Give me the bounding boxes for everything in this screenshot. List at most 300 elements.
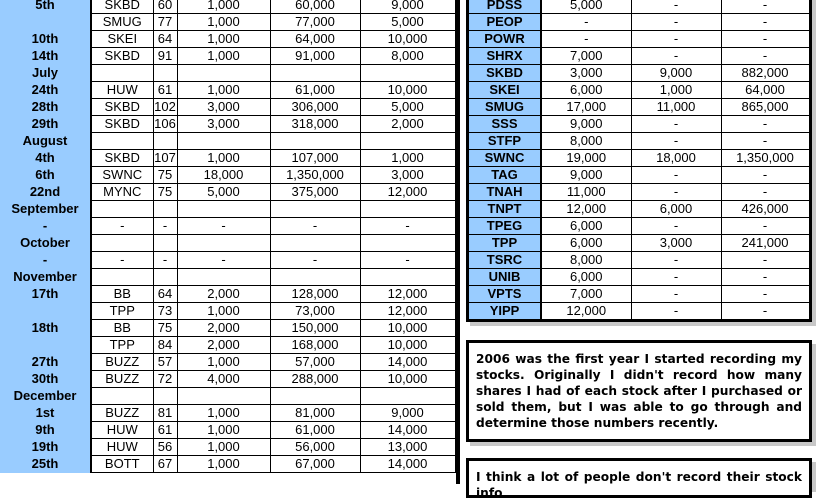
- price-cell: 73: [153, 303, 177, 320]
- price-cell: 75: [153, 184, 177, 201]
- value-c-cell: 1,350,000: [721, 150, 809, 167]
- table-row: [0, 354, 455, 371]
- total-cell: 73,000: [270, 303, 360, 320]
- total-cell: 60,000: [270, 0, 360, 14]
- value-b-cell: -: [631, 0, 721, 14]
- value-c-cell: -: [721, 133, 809, 150]
- price-cell: 75: [153, 167, 177, 184]
- month-row: [0, 269, 455, 286]
- target-cell: [360, 269, 455, 286]
- symbol-cell: STFP: [469, 133, 541, 150]
- total-cell: 61,000: [270, 82, 360, 99]
- table-row: [0, 371, 455, 388]
- value-b-cell: -: [631, 14, 721, 31]
- date-cell: 1st: [0, 405, 91, 422]
- total-cell: -: [270, 218, 360, 235]
- value-b-cell: 3,000: [631, 235, 721, 252]
- target-cell: 10,000: [360, 371, 455, 388]
- table-row: [0, 0, 455, 14]
- value-b-cell: 18,000: [631, 150, 721, 167]
- price-cell: 75: [153, 320, 177, 337]
- shares-cell: 3,000: [177, 99, 270, 116]
- total-cell: 128,000: [270, 286, 360, 303]
- holdings-panel: [466, 0, 812, 322]
- stock-cell: [91, 65, 153, 82]
- stock-cell: BUZZ: [91, 405, 153, 422]
- holdings-panel-shadow: [812, 0, 816, 326]
- target-cell: 1,000: [360, 150, 455, 167]
- value-a-cell: 17,000: [541, 99, 631, 116]
- symbol-cell: TSRC: [469, 252, 541, 269]
- table-row: [469, 184, 809, 201]
- shares-cell: 2,000: [177, 286, 270, 303]
- holdings-body: [469, 0, 809, 320]
- shares-cell: [177, 235, 270, 252]
- table-row: [0, 184, 455, 201]
- target-cell: [360, 235, 455, 252]
- target-cell: 12,000: [360, 184, 455, 201]
- symbol-cell: TPP: [469, 235, 541, 252]
- month-row: [0, 133, 455, 150]
- stock-cell: BB: [91, 286, 153, 303]
- value-b-cell: -: [631, 167, 721, 184]
- shares-cell: 1,000: [177, 456, 270, 473]
- stock-cell: BOTT: [91, 456, 153, 473]
- holdings-table: [469, 0, 810, 320]
- symbol-cell: TNAH: [469, 184, 541, 201]
- date-cell: 6th: [0, 167, 91, 184]
- target-cell: 2,000: [360, 116, 455, 133]
- shares-cell: [177, 269, 270, 286]
- shares-cell: 5,000: [177, 184, 270, 201]
- table-row: [0, 31, 455, 48]
- price-cell: 57: [153, 354, 177, 371]
- table-row: [469, 218, 809, 235]
- date-cell: 9th: [0, 422, 91, 439]
- value-a-cell: -: [541, 31, 631, 48]
- table-row: [0, 303, 455, 320]
- value-b-cell: 11,000: [631, 99, 721, 116]
- target-cell: 9,000: [360, 0, 455, 14]
- total-cell: 318,000: [270, 116, 360, 133]
- target-cell: -: [360, 218, 455, 235]
- stock-cell: SKBD: [91, 116, 153, 133]
- value-c-cell: 865,000: [721, 99, 809, 116]
- shares-cell: 1,000: [177, 14, 270, 31]
- table-row: [469, 99, 809, 116]
- value-a-cell: 6,000: [541, 235, 631, 252]
- shares-cell: 3,000: [177, 116, 270, 133]
- shares-cell: [177, 201, 270, 218]
- symbol-cell: PEOP: [469, 14, 541, 31]
- table-row: [0, 167, 455, 184]
- target-cell: 12,000: [360, 303, 455, 320]
- stock-cell: -: [91, 218, 153, 235]
- value-c-cell: -: [721, 31, 809, 48]
- value-a-cell: -: [541, 14, 631, 31]
- value-a-cell: 19,000: [541, 150, 631, 167]
- target-cell: [360, 133, 455, 150]
- price-cell: 91: [153, 48, 177, 65]
- note-first-year-text: 2006 was the first year I started recording my stocks. Originally I didn't record how many shares I had of each stock after I purchased or sold them, but I was able to go through and determine those numbers recently.: [476, 352, 802, 430]
- target-cell: 3,000: [360, 167, 455, 184]
- date-cell: 24th: [0, 82, 91, 99]
- value-a-cell: 12,000: [541, 303, 631, 320]
- price-cell: [153, 133, 177, 150]
- target-cell: 14,000: [360, 354, 455, 371]
- target-cell: 14,000: [360, 456, 455, 473]
- shares-cell: -: [177, 252, 270, 269]
- shares-cell: 18,000: [177, 167, 270, 184]
- target-cell: [360, 65, 455, 82]
- value-b-cell: -: [631, 303, 721, 320]
- symbol-cell: YIPP: [469, 303, 541, 320]
- value-a-cell: 12,000: [541, 201, 631, 218]
- date-cell: 22nd: [0, 184, 91, 201]
- value-c-cell: 882,000: [721, 65, 809, 82]
- value-a-cell: 6,000: [541, 269, 631, 286]
- table-row: [0, 218, 455, 235]
- date-cell: 5th: [0, 0, 91, 14]
- note-first-year: [466, 340, 812, 442]
- value-b-cell: -: [631, 286, 721, 303]
- stock-cell: -: [91, 252, 153, 269]
- shares-cell: 4,000: [177, 371, 270, 388]
- total-cell: 288,000: [270, 371, 360, 388]
- symbol-cell: SSS: [469, 116, 541, 133]
- date-cell: December: [0, 388, 91, 405]
- total-cell: 91,000: [270, 48, 360, 65]
- target-cell: [360, 201, 455, 218]
- symbol-cell: SHRX: [469, 48, 541, 65]
- price-cell: [153, 65, 177, 82]
- value-a-cell: 5,000: [541, 0, 631, 14]
- shares-cell: 1,000: [177, 0, 270, 14]
- date-cell: 28th: [0, 99, 91, 116]
- note-recording-text: I think a lot of people don't record their stock info: [476, 470, 802, 500]
- value-b-cell: -: [631, 218, 721, 235]
- value-c-cell: -: [721, 269, 809, 286]
- price-cell: [153, 388, 177, 405]
- price-cell: -: [153, 252, 177, 269]
- stock-cell: HUW: [91, 82, 153, 99]
- total-cell: 64,000: [270, 31, 360, 48]
- date-cell: 10th: [0, 31, 91, 48]
- value-b-cell: -: [631, 116, 721, 133]
- total-cell: 1,350,000: [270, 167, 360, 184]
- stock-cell: MYNC: [91, 184, 153, 201]
- price-cell: 61: [153, 422, 177, 439]
- table-row: [469, 48, 809, 65]
- stock-cell: BUZZ: [91, 354, 153, 371]
- table-row: [0, 439, 455, 456]
- value-b-cell: -: [631, 48, 721, 65]
- table-row: [469, 116, 809, 133]
- date-cell: 18th: [0, 320, 91, 337]
- table-row: [469, 167, 809, 184]
- total-cell: 61,000: [270, 422, 360, 439]
- table-row: [469, 0, 809, 14]
- shares-cell: 1,000: [177, 405, 270, 422]
- table-row: [469, 235, 809, 252]
- symbol-cell: UNIB: [469, 269, 541, 286]
- symbol-cell: TNPT: [469, 201, 541, 218]
- stock-cell: SKBD: [91, 99, 153, 116]
- date-cell: 14th: [0, 48, 91, 65]
- price-cell: 72: [153, 371, 177, 388]
- value-c-cell: -: [721, 0, 809, 14]
- value-a-cell: 6,000: [541, 218, 631, 235]
- stock-cell: SKBD: [91, 0, 153, 14]
- table-row: [469, 150, 809, 167]
- table-row: [469, 65, 809, 82]
- table-row: [0, 456, 455, 473]
- table-row: [0, 405, 455, 422]
- shares-cell: -: [177, 218, 270, 235]
- table-row: [0, 286, 455, 303]
- stock-cell: SKEI: [91, 31, 153, 48]
- total-cell: 81,000: [270, 405, 360, 422]
- table-row: [0, 99, 455, 116]
- shares-cell: 1,000: [177, 82, 270, 99]
- shares-cell: 1,000: [177, 31, 270, 48]
- shares-cell: 1,000: [177, 439, 270, 456]
- symbol-cell: SKBD: [469, 65, 541, 82]
- total-cell: [270, 133, 360, 150]
- value-b-cell: -: [631, 269, 721, 286]
- month-row: [0, 65, 455, 82]
- table-row: [469, 201, 809, 218]
- date-cell: -: [0, 218, 91, 235]
- table-row: [0, 337, 455, 354]
- shares-cell: 1,000: [177, 150, 270, 167]
- value-c-cell: -: [721, 184, 809, 201]
- target-cell: -: [360, 252, 455, 269]
- value-c-cell: 64,000: [721, 82, 809, 99]
- date-cell: 29th: [0, 116, 91, 133]
- symbol-cell: VPTS: [469, 286, 541, 303]
- stock-cell: SKBD: [91, 48, 153, 65]
- shares-cell: [177, 65, 270, 82]
- value-a-cell: 3,000: [541, 65, 631, 82]
- value-c-cell: 426,000: [721, 201, 809, 218]
- value-a-cell: 9,000: [541, 167, 631, 184]
- target-cell: 8,000: [360, 48, 455, 65]
- stock-cell: TPP: [91, 337, 153, 354]
- stock-cell: [91, 201, 153, 218]
- price-cell: [153, 201, 177, 218]
- date-cell: [0, 337, 91, 354]
- date-cell: November: [0, 269, 91, 286]
- price-cell: [153, 269, 177, 286]
- date-cell: October: [0, 235, 91, 252]
- total-cell: 375,000: [270, 184, 360, 201]
- value-b-cell: -: [631, 31, 721, 48]
- total-cell: 107,000: [270, 150, 360, 167]
- price-cell: 102: [154, 99, 176, 114]
- price-cell: [153, 235, 177, 252]
- target-cell: 10,000: [360, 337, 455, 354]
- stock-cell: [91, 269, 153, 286]
- symbol-cell: TAG: [469, 167, 541, 184]
- price-cell: -: [153, 218, 177, 235]
- note1-shadow: [812, 344, 816, 446]
- price-cell: 81: [153, 405, 177, 422]
- table-row: [0, 252, 455, 269]
- table-row: [469, 252, 809, 269]
- stock-cell: HUW: [91, 422, 153, 439]
- total-cell: [270, 235, 360, 252]
- price-cell: 60: [153, 0, 177, 14]
- stock-cell: [91, 388, 153, 405]
- table-row: [0, 422, 455, 439]
- value-c-cell: -: [721, 167, 809, 184]
- note1-shadow-bottom: [470, 442, 816, 446]
- price-cell: 84: [153, 337, 177, 354]
- stock-cell: TPP: [91, 303, 153, 320]
- table-row: [469, 286, 809, 303]
- table-row: [469, 82, 809, 99]
- symbol-cell: POWR: [469, 31, 541, 48]
- note-recording: [466, 458, 812, 498]
- value-c-cell: -: [721, 303, 809, 320]
- target-cell: 10,000: [360, 320, 455, 337]
- date-cell: 25th: [0, 456, 91, 473]
- symbol-cell: PDSS: [469, 0, 541, 14]
- symbol-cell: SKEI: [469, 82, 541, 99]
- shares-cell: 2,000: [177, 320, 270, 337]
- total-cell: [270, 269, 360, 286]
- month-row: [0, 388, 455, 405]
- total-cell: [270, 65, 360, 82]
- stock-cell: [91, 235, 153, 252]
- value-c-cell: -: [721, 48, 809, 65]
- value-b-cell: -: [631, 133, 721, 150]
- value-c-cell: -: [721, 218, 809, 235]
- table-row: [0, 48, 455, 65]
- shares-cell: 1,000: [177, 422, 270, 439]
- table-row: [469, 303, 809, 320]
- value-a-cell: 7,000: [541, 48, 631, 65]
- table-row: [0, 82, 455, 99]
- target-cell: 14,000: [360, 422, 455, 439]
- price-cell: 77: [153, 14, 177, 31]
- symbol-cell: SMUG: [469, 99, 541, 116]
- table-row: [0, 150, 455, 167]
- value-c-cell: 241,000: [721, 235, 809, 252]
- price-cell: 106: [154, 116, 176, 131]
- price-cell: 61: [153, 82, 177, 99]
- date-cell: August: [0, 133, 91, 150]
- stock-cell: [91, 133, 153, 150]
- shares-cell: [177, 388, 270, 405]
- total-cell: 67,000: [270, 456, 360, 473]
- value-c-cell: -: [721, 14, 809, 31]
- value-c-cell: -: [721, 116, 809, 133]
- value-a-cell: 8,000: [541, 133, 631, 150]
- table-row: [469, 133, 809, 150]
- date-cell: 4th: [0, 150, 91, 167]
- table-row: [0, 14, 455, 31]
- shares-cell: 2,000: [177, 337, 270, 354]
- target-cell: [360, 388, 455, 405]
- month-row: [0, 235, 455, 252]
- table-row: [0, 320, 455, 337]
- total-cell: 150,000: [270, 320, 360, 337]
- stock-cell: BB: [91, 320, 153, 337]
- note2-shadow: [812, 462, 816, 492]
- table-row: [469, 14, 809, 31]
- shares-cell: 1,000: [177, 48, 270, 65]
- stock-cell: HUW: [91, 439, 153, 456]
- value-a-cell: 8,000: [541, 252, 631, 269]
- value-b-cell: -: [631, 252, 721, 269]
- total-cell: 306,000: [270, 99, 360, 116]
- price-cell: 67: [153, 456, 177, 473]
- price-cell: 107: [154, 150, 176, 165]
- stock-cell: SKBD: [91, 150, 153, 167]
- value-b-cell: 9,000: [631, 65, 721, 82]
- value-a-cell: 11,000: [541, 184, 631, 201]
- total-cell: 168,000: [270, 337, 360, 354]
- total-cell: 57,000: [270, 354, 360, 371]
- date-cell: 30th: [0, 371, 91, 388]
- target-cell: 9,000: [360, 405, 455, 422]
- value-c-cell: -: [721, 252, 809, 269]
- date-cell: September: [0, 201, 91, 218]
- total-cell: [270, 388, 360, 405]
- date-cell: -: [0, 252, 91, 269]
- total-cell: -: [270, 252, 360, 269]
- date-cell: [0, 14, 91, 31]
- total-cell: 56,000: [270, 439, 360, 456]
- value-b-cell: 1,000: [631, 82, 721, 99]
- value-a-cell: 7,000: [541, 286, 631, 303]
- value-a-cell: 6,000: [541, 82, 631, 99]
- stock-cell: SWNC: [91, 167, 153, 184]
- table-row: [0, 116, 455, 133]
- shares-cell: [177, 133, 270, 150]
- price-cell: 64: [153, 31, 177, 48]
- target-cell: 12,000: [360, 286, 455, 303]
- date-cell: 17th: [0, 286, 91, 303]
- shares-cell: 1,000: [177, 354, 270, 371]
- table-row: [469, 31, 809, 48]
- table-row: [469, 269, 809, 286]
- month-row: [0, 201, 455, 218]
- value-b-cell: 6,000: [631, 201, 721, 218]
- date-cell: 19th: [0, 439, 91, 456]
- stock-cell: BUZZ: [91, 371, 153, 388]
- total-cell: 77,000: [270, 14, 360, 31]
- target-cell: 5,000: [360, 14, 455, 31]
- value-c-cell: -: [721, 286, 809, 303]
- shares-cell: 1,000: [177, 303, 270, 320]
- symbol-cell: TPEG: [469, 218, 541, 235]
- symbol-cell: SWNC: [469, 150, 541, 167]
- target-cell: 13,000: [360, 439, 455, 456]
- value-b-cell: -: [631, 184, 721, 201]
- target-cell: 5,000: [360, 99, 455, 116]
- total-cell: [270, 201, 360, 218]
- date-cell: 27th: [0, 354, 91, 371]
- date-cell: [0, 303, 91, 320]
- price-cell: 56: [153, 439, 177, 456]
- price-cell: 64: [153, 286, 177, 303]
- holdings-panel-shadow-bottom: [470, 322, 816, 326]
- target-cell: 10,000: [360, 31, 455, 48]
- target-cell: 10,000: [360, 82, 455, 99]
